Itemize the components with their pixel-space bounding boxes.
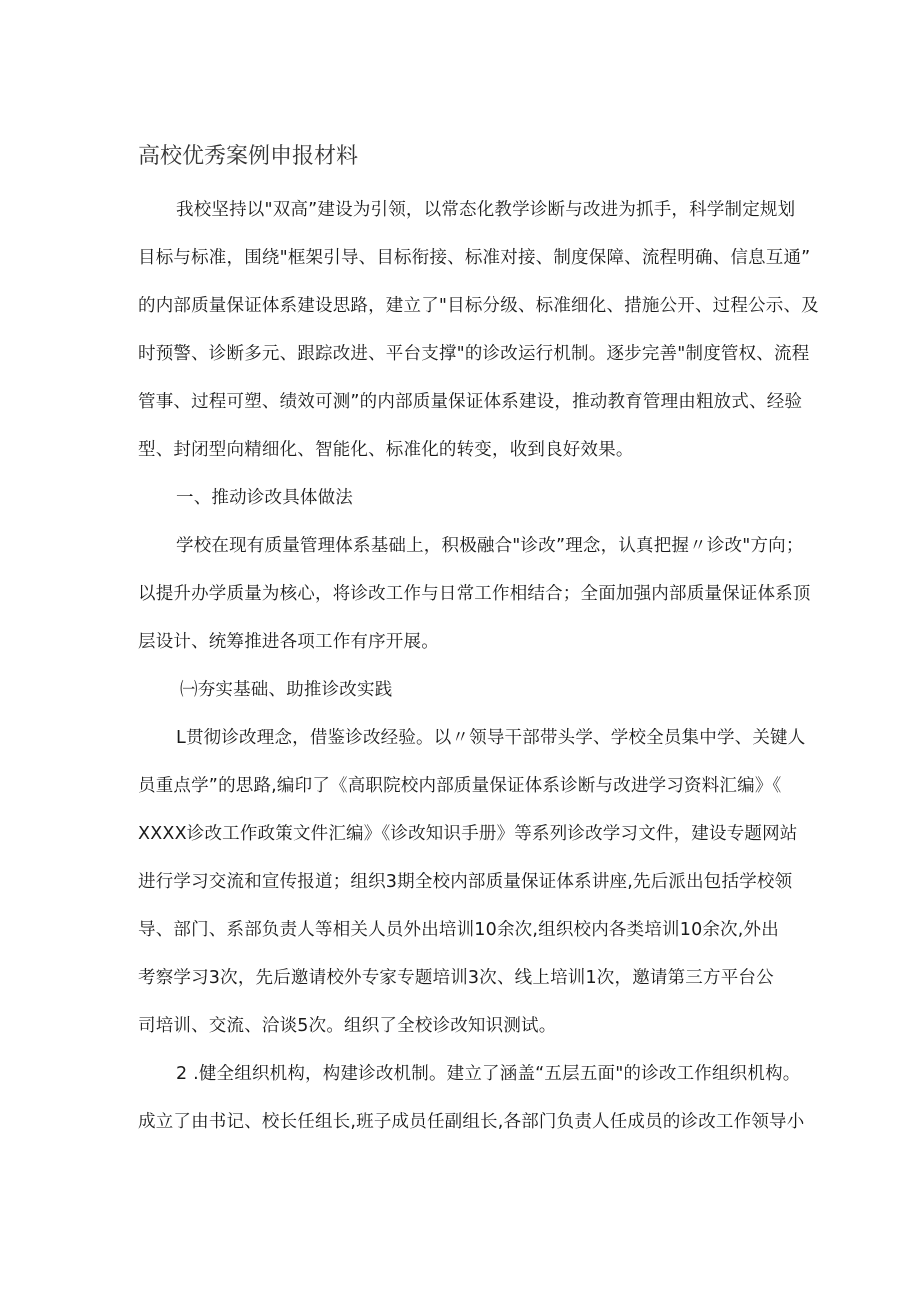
subsection-heading: ㈠夯实基础、助推诊改实践: [180, 680, 393, 700]
section-heading: 一、推动诊改具体做法: [176, 488, 353, 508]
paragraph-line: XXXX诊改工作政策文件汇编》《诊改知识手册》等系列诊改学习文件，建设专题网站: [138, 824, 798, 844]
paragraph-line: 学校在现有质量管理体系基础上，积极融合"诊改”理念，认真把握〃诊改"方向；: [176, 536, 804, 556]
paragraph-line: 的内部质量保证体系建设思路，建立了"目标分级、标准细化、措施公开、过程公示、及: [138, 296, 819, 316]
paragraph-line: 我校坚持以"双高”建设为引领，以常态化教学诊断与改进为抓手，科学制定规划: [176, 200, 796, 220]
paragraph-line: 成立了由书记、校长任组长,班子成员任副组长,各部门负责人任成员的诊改工作领导小: [138, 1112, 805, 1132]
paragraph-line: 司培训、交流、洽谈5次。组织了全校诊改知识测试。: [138, 1016, 557, 1036]
paragraph-line: 型、封闭型向精细化、智能化、标准化的转变，收到良好效果。: [138, 440, 634, 460]
paragraph-line: 考察学习3次，先后邀请校外专家专题培训3次、线上培训1次，邀请第三方平台公: [138, 968, 774, 988]
paragraph-line: L贯彻诊改理念，借鉴诊改经验。以〃领导干部带头学、学校全员集中学、关键人: [176, 728, 806, 748]
paragraph-line: 导、部门、系部负责人等相关人员外出培训10余次,组织校内各类培训10余次,外出: [138, 920, 779, 940]
paragraph-line: 2 .健全组织机构，构建诊改机制。建立了涵盖“五层五面"的诊改工作组织机构。: [176, 1064, 801, 1084]
paragraph-line: 目标与标准，围绕"框架引导、目标衔接、标准对接、制度保障、流程明确、信息互通”: [138, 248, 811, 268]
paragraph-line: 层设计、统筹推进各项工作有序开展。: [138, 632, 439, 652]
paragraph-line: 以提升办学质量为核心，将诊改工作与日常工作相结合；全面加强内部质量保证体系顶: [138, 584, 811, 604]
document-title: 高校优秀案例申报材料: [138, 144, 359, 169]
paragraph-line: 管事、过程可塑、绩效可测”的内部质量保证体系建设，推动教育管理由粗放式、经验: [138, 392, 803, 412]
paragraph-line: 时预警、诊断多元、跟踪改进、平台支撑"的诊改运行机制。逐步完善"制度管权、流程: [138, 344, 810, 364]
paragraph-line: 员重点学”的思路,编印了《高职院校内部质量保证体系诊断与改进学习资料汇编》《: [138, 776, 782, 796]
paragraph-line: 进行学习交流和宣传报道；组织3期全校内部质量保证体系讲座,先后派出包括学校领: [138, 872, 793, 892]
